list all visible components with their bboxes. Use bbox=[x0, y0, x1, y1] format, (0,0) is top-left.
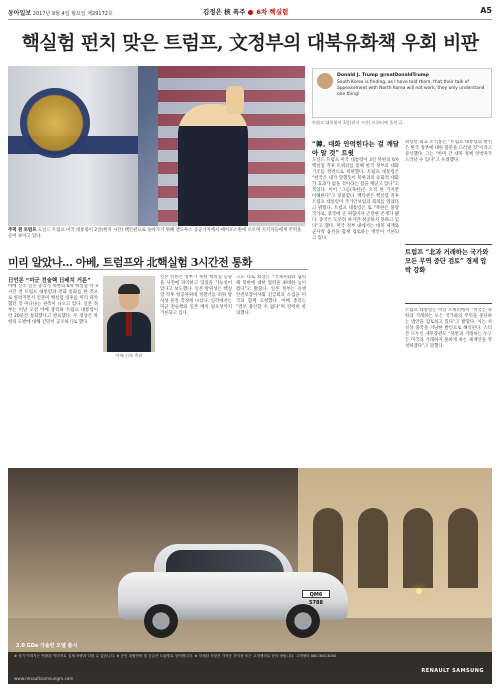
photo-caption-text: 도널드 트럼프 미국 대통령이 2일(현지 시간) 백악관으로 돌아가기 위해 앤드루스 공군기지에서 에어포스원에 오르며 지지자들에게 주먹을 들어 보이고 있다. bbox=[8, 228, 302, 239]
right-article-subhead: “韓, 대화 안먹힌다는 걸 깨달아 알 것” 트윗 bbox=[312, 140, 399, 157]
tweet-author: Donald J. Trump @realDonaldTrump bbox=[337, 73, 429, 78]
abe-tie bbox=[126, 312, 132, 336]
ad-url-link[interactable]: www.renaultsamsungm.com bbox=[14, 676, 74, 681]
right-article-col2: 워싱턴 외교 소식통은 “트럼프 대통령의 발언은 한국 정부에 대한 불만을 드러낸 것”이라고 분석했다. 그는 “한미 간 대북 정책 엇박자가 드러날 수 있다”고 우려했다. bbox=[405, 140, 492, 163]
tweet-screenshot bbox=[312, 68, 492, 118]
avatar bbox=[317, 73, 333, 89]
arch-window bbox=[403, 508, 433, 588]
abe-caption: 아베 신조 총리 bbox=[115, 353, 143, 358]
photo-caption-label: 주먹 쥔 트럼프 bbox=[8, 228, 37, 233]
photo-caption bbox=[8, 228, 305, 240]
lamp-light bbox=[416, 588, 422, 594]
paper-name: 동아일보 bbox=[8, 10, 32, 17]
section-header bbox=[203, 7, 288, 16]
car-advertisement[interactable] bbox=[8, 468, 492, 684]
right-article-col1 bbox=[312, 140, 399, 465]
ad-model-label: 2.0 GDe 가솔린 모델 출시 bbox=[16, 643, 78, 649]
abe-photo bbox=[103, 276, 155, 352]
section-label: 6차 핵실험 bbox=[256, 8, 289, 16]
left-article-col1: 아베 신조 일본 총리가 북한의 6차 핵실험 약 3시간 전 트럼프 대통령과 전화 통화를 한 것으로 알려지면서 일본이 핵실험 징후를 미리 파악했던 것 아니냐는 관측이 나오고 있다. 일본 정부는 이날 오전 아베 총리와 트럼프 대통령이 약 20분간 통화했다고 발표했다. 두 정상은 북한의 도발에 대해 긴밀히 공조하기로 했다. bbox=[8, 284, 98, 325]
left-article-subhead: 日언론 “미군 전술핵 日배치 거론” bbox=[8, 278, 91, 284]
arch-window bbox=[448, 508, 478, 588]
issue-date: 2017년 9월 4일 월요일 bbox=[32, 11, 86, 17]
issue-number: 제29172호 bbox=[87, 11, 113, 17]
raised-fist bbox=[226, 86, 244, 114]
trump-figure bbox=[178, 104, 248, 226]
page-number: A5 bbox=[480, 6, 492, 15]
trump-photo bbox=[8, 66, 305, 226]
tweet-text: South Korea is finding, as I have told them, that their talk of appeasement with North Korea will not work, they only understand one thing! bbox=[337, 80, 485, 97]
abe-hair bbox=[118, 284, 140, 294]
right-article-text-1: 도널드 트럼프 미국 대통령이 3일 북한의 6차 핵실험 직후 트위터를 통해 한국 정부의 대화 기조를 정면으로 비판했다. 트럼프 대통령은 “한국은 내가 말했듯이 북한과의 유화적 대화가 효과가 없을 것이라는 점을 깨닫고 있다”고 적었다. 이어 “그들(북한)은 오직 한 가지만 이해한다”고 덧붙였다. 백악관은 핵실험 직후 트럼프 대통령이 국가안보팀과 회의를 열었다고 밝혔다. 트럼프 대통령은 또 “북한은 불량국가로, 중국에 큰 위협이자 곤란한 존재가 됐다. 중국은 도우려 하지만 성공하지 못하고 있다”고 했다. 미국 정부 내에서는 대북 제재와 군사적 옵션을 함께 검토하는 방안이 거론되고 있다. bbox=[312, 158, 399, 241]
brand-logo: RENAULT SAMSUNG bbox=[421, 668, 484, 674]
left-article-title: 미리 알았나… 아베, 트럼프와 北핵실험 3시간전 통화 bbox=[8, 254, 308, 270]
tweet-caption: 트럼프 대통령이 3일(현지 시간) 트위터에 올린 글. bbox=[312, 120, 405, 125]
car-window bbox=[166, 550, 284, 574]
topic-label: 김정은 核 폭주 bbox=[203, 8, 246, 16]
pullquote: 트럼프 “北과 거래하는 국가와 모든 무역 중단 검토” 경제 압박 강화 bbox=[405, 244, 492, 304]
car-wheel bbox=[286, 604, 320, 638]
masthead bbox=[8, 6, 492, 20]
ad-fine-print: ※ 상기 이미지는 연출된 이미지로 실제 차량과 다를 수 있습니다. ※ 공인 복합연비 및 등급은 트림별로 상이합니다. ※ 자세한 사항은 가까운 전시장 또는 고객센터로 문의 바랍니다. 고객센터 080-300-3000 bbox=[14, 654, 337, 658]
main-headline: 핵실험 펀치 맞은 트럼프, 文정부의 대북유화책 우회 비판 bbox=[21, 32, 479, 54]
arch-window bbox=[358, 508, 388, 588]
left-article-col3: 고노 다로 외상은 “국제사회와 협력해 북한에 대한 압력을 최대한 높이겠다”고 밝혔다. 일본 정부는 유엔 안전보장이사회 긴급회의 소집을 미국과 함께 요청했다. 아베 총리는 “결코 용인할 수 없다”며 강력히 항의했다. bbox=[236, 275, 306, 316]
bullet-icon bbox=[248, 10, 253, 15]
license-plate: QM6 5788 bbox=[302, 590, 330, 598]
left-article-col2: 일본 언론은 정부가 북한 핵실험 동향을 사전에 파악하고 있었을 가능성이 있다고 보도했다. 일본 방위성은 핵실험 직후 항공자위대 정찰기를 띄워 방사성 물질 측정에 나섰다. 일각에서는 미군 전술핵의 일본 배치 필요성까지 거론되고 있다. bbox=[160, 275, 232, 316]
right-article-col3: 트럼프 대통령은 이날 트위터에서 “미국은 북한과 거래하는 모든 국가와의 무역을 중단하는 방안을 검토하고 있다”고 밝혔다. 이는 사실상 중국을 겨냥한 발언으로 해석된다. 스티븐 므누신 재무장관도 “북한과 거래하는 누구든 미국과 거래하지 못하게 하는 제재안을 작성하겠다”고 말했다. bbox=[405, 308, 492, 349]
car-wheel bbox=[144, 604, 178, 638]
suv-car-image bbox=[118, 538, 348, 638]
presidential-seal-icon bbox=[20, 88, 90, 158]
masthead-meta bbox=[8, 8, 113, 17]
